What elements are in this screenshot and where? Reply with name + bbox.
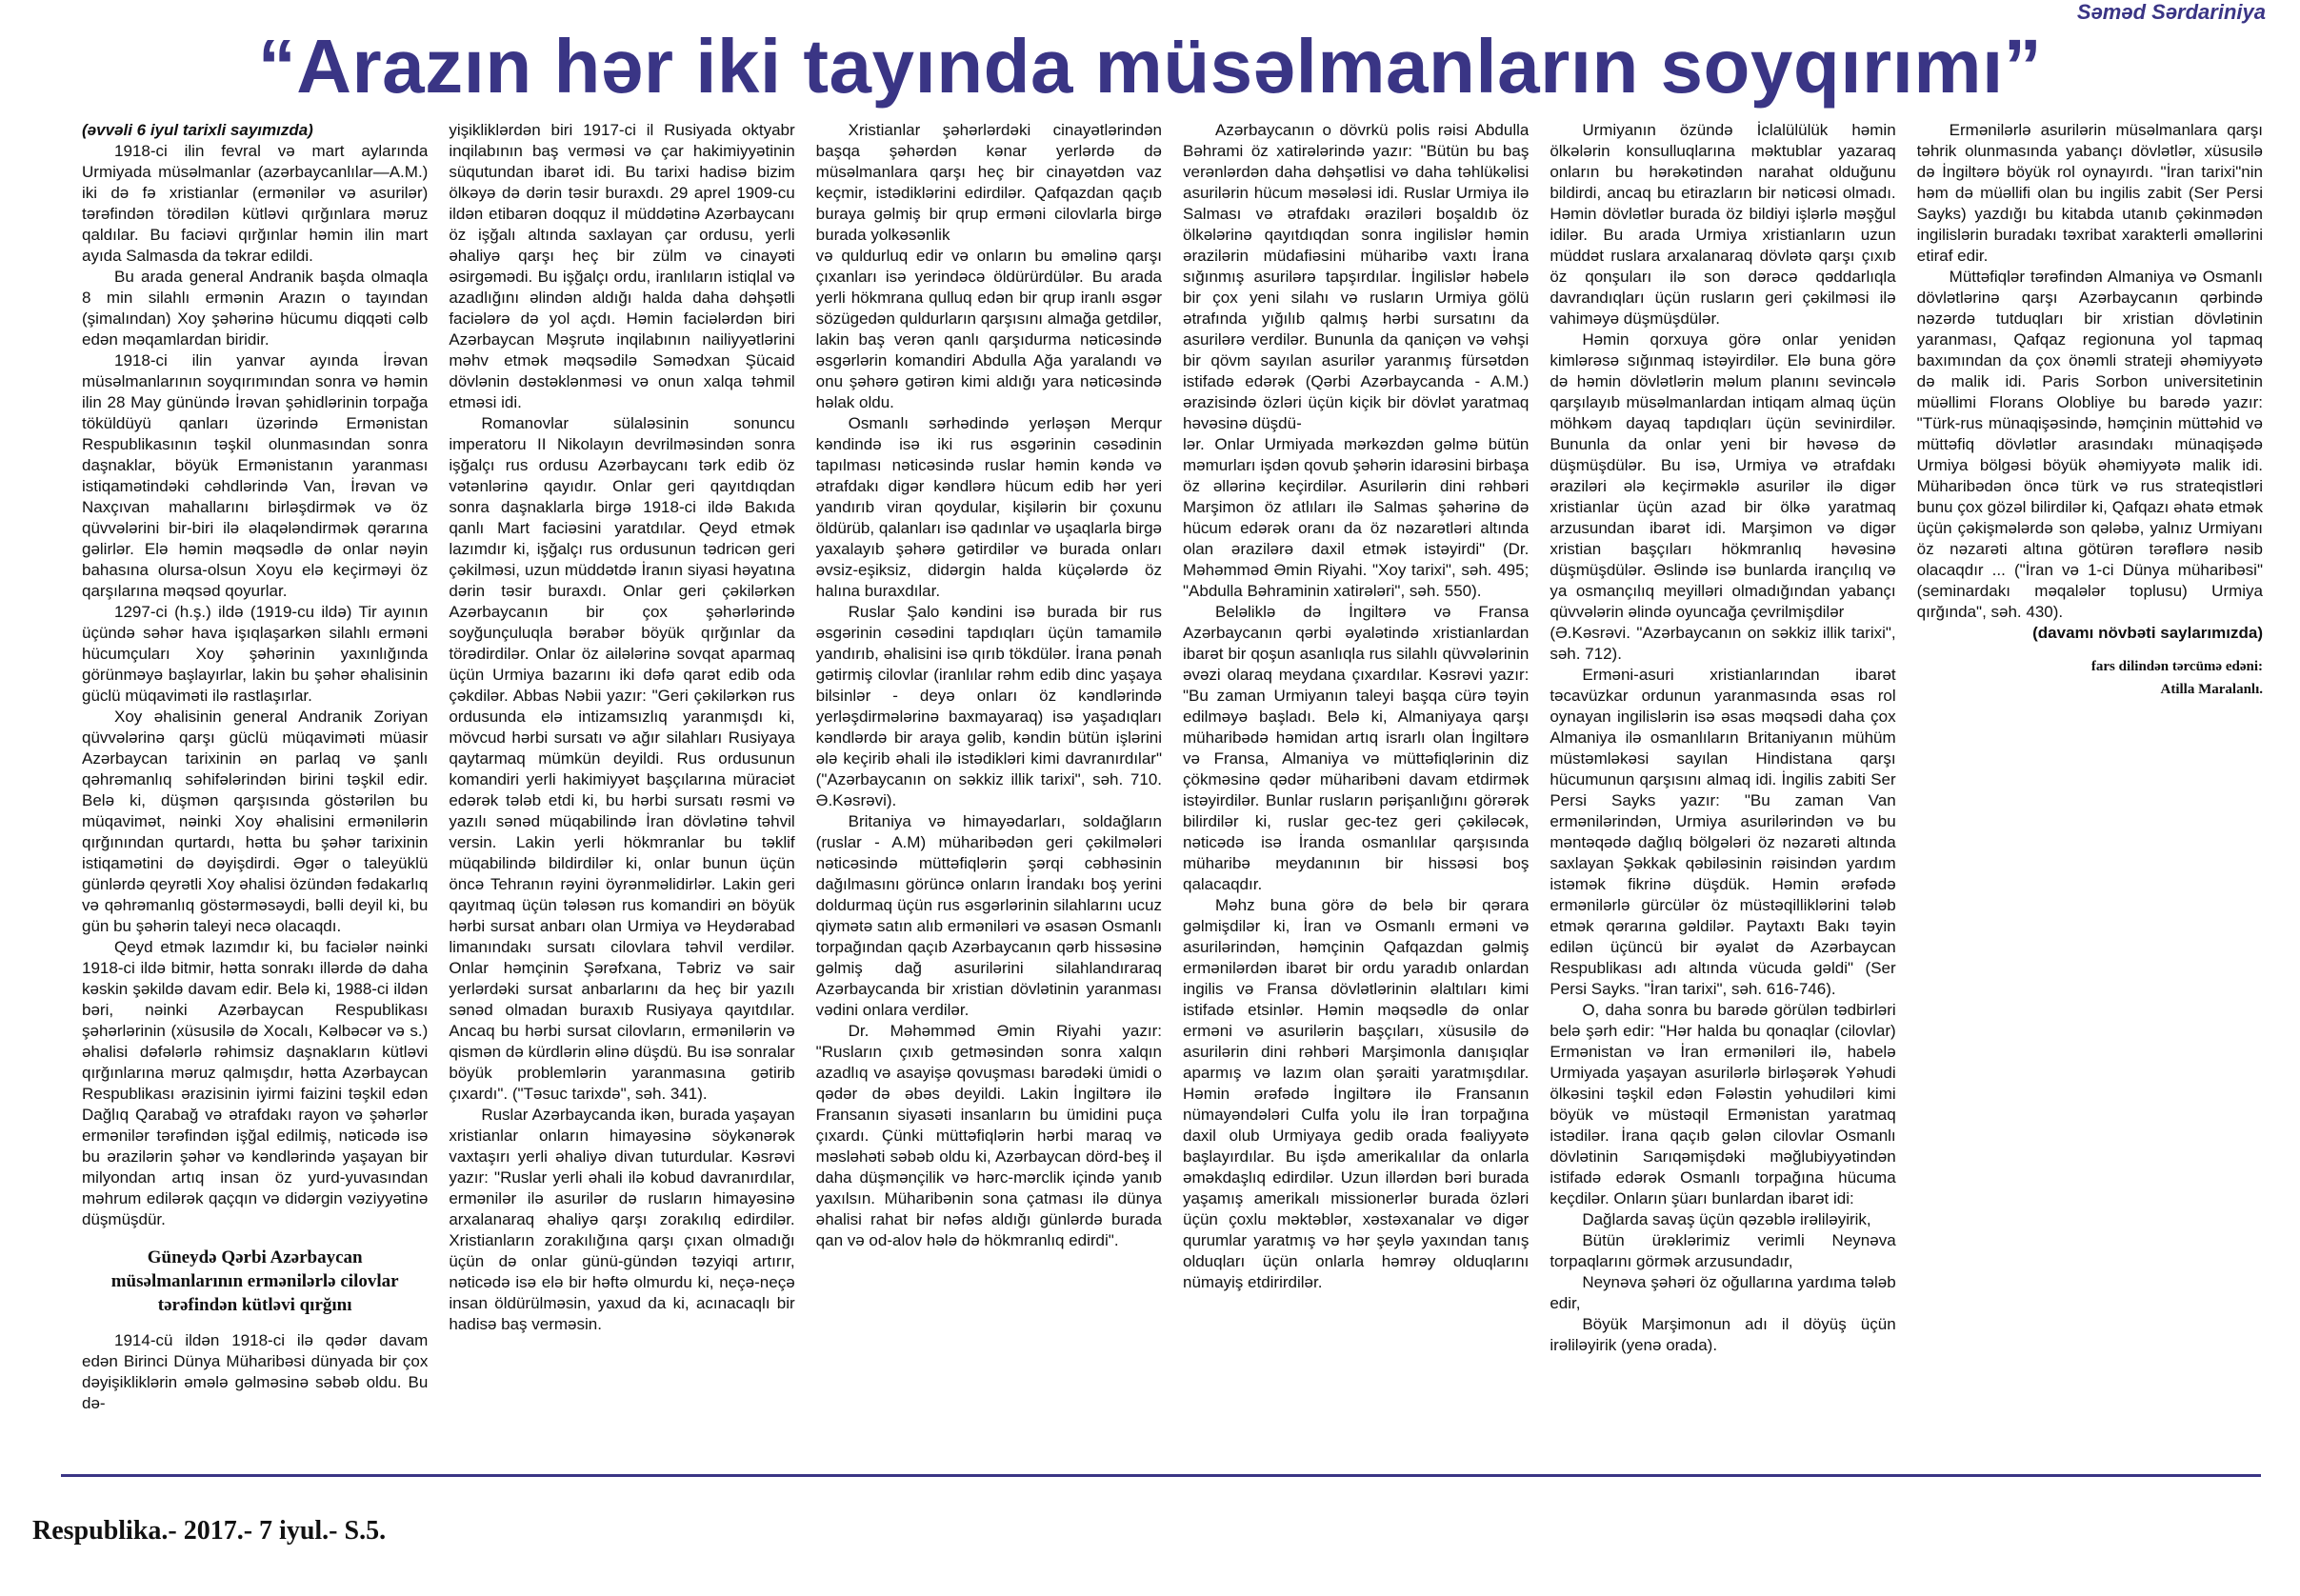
section-subheading: Güneydə Qərbi Azərbaycan müsəlmanlarının ermənilərlə cilovlar tərəfindən kütləvi qırğını [110,1247,399,1315]
verse-line: Bütün ürəklərimiz verimli Neynəva torpaqlarını görmək arzusundadır, [1550,1231,1896,1270]
column-6 [1917,120,2263,1457]
paragraph: (Ə.Kəsrəvi. "Azərbaycanın on səkkiz illik tarixi", səh. 712). [1550,624,1896,663]
paragraph: Dr. Məhəmməd Əmin Riyahi yazır: "Rusların çıxıb getməsindən sonra xalqın azadlıq və asayişə qovuşması barədəki ümidi o qədər də əbəs deyildi. Lakin İngiltərə ilə Fransanın siyasəti insanların bu ümidini puça çıxardı. Çünki müttəfiqlərin hərbi maraq və məsləhəti səbəb oldu ki, Azərbaycan dörd-beş il daha düşmənçilik və hərc-mərclik içində yanıb yaxılsın. Müharibənin sona çatması ilə dünya əhalisi rahat bir nəfəs aldığı günlərdə burada qan və od-alov hələ də hökmranlıq edirdi". [815,1022,1162,1249]
source-citation: Respublika.- 2017.- 7 iyul.- S.5. [32,1516,387,1546]
paragraph: Romanovlar sülaləsinin sonuncu imperatoru II Nikolayın devrilməsindən sonra işğalçı rus ordusu Azərbaycanı tərk edib öz vətənlərinə qayıdır. Onlar geri qayıtdıqdan sonra daşnaklarla birgə 1918-ci ildə Bakıda qanlı Mart faciəsini yaratdılar. Qeyd etmək lazımdır ki, işğalçı rus ordusunun tədricən geri çəkilməsi, uzun müddətdə İranın siyasi həyatına dərin təsir buraxdı. Onlar geri çəkilərkən Azərbaycanın bir çox şəhərlərində soyğunçuluqla bərabər böyük qırğınlar da törədirdilər. Onlar öz ailələrinə sovqat aparmaq üçün Urmiya bazarını iki dəfə qarət edib oda çəkdilər. Abbas Nəbii yazır: "Geri çəkilərkən rus ordusunda elə intizamsızlıq yaranmışdı ki, mövcud hərbi sursatı və ağır silahları Rusiyaya qaytarmaq mümkün deyildi. Rus ordusunun komandiri yerli hakimiyyət başçılarına müraciət edərək tələb etdi ki, bu hərbi sursatı rəsmi və yazılı sənəd müqabilində İran dövlətinə təhvil versin. Lakin yerli hökmranlar bu təklif müqabilində bildirdilər ki, onlar bunun üçün öncə Tehranın rəyini öyrənməlidirlər. Lakin geri qayıtmaq üçün tələsən rus komandiri ən böyük hərbi sursat anbarı olan Urmiya və Heydərabad limanındakı sursatı cilovlara təhvil verdilər. Onlar həmçinin Şərəfxana, Təbriz və sair yerlərdəki sursat anbarlarını da heç bir yazılı sənəd olmadan buraxıb Rusiyaya qayıtdılar. Ancaq bu hərbi sursat cilovların, ermənilərin və qismən də kürdlərin əlinə düşdü. Bu isə sonralar böyük problemlərin yaranmasına gətirib çıxardı". ("Təsuc tarixdə", səh. 341). [449,414,795,1103]
paragraph: Bu arada general Andranik başda olmaqla 8 min silahlı ermənin Arazın o tayından (şimalından) Xoy şəhərinə hücumu diqqəti cəlb edən məqamlardan biridir. [82,268,429,349]
paragraph: Beləliklə də İngiltərə və Fransa Azərbaycanın qərbi əyalətində xristianlardan ibarət bir qoşun asanlıqla rus silahlı qüvvələrinin əvəzi olaraq meydana çıxardılar. Kəsrəvi yazır: "Bu zaman Urmiyanın taleyi başqa cürə təyin edilməyə başladı. Belə ki, Almaniyaya qarşı müharibədə həmidan artıq israrlı olan İngiltərə və Fransa, Almaniya və müttəfiqlərinin diz çökməsinə qədər müharibəni davam etdirmək istəyirdilər. Bunlar rusların pərişanlığını görərək bilirdilər ki, ruslar gec-tez geri çəkiləcək, nəticədə isə İranda osmanlılar qarşısında müharibə meydanının bir hissəsi boş qalacaqdır. [1183,603,1530,893]
paragraph: Ruslar Azərbaycanda ikən, burada yaşayan xristianlar onların himayəsinə söykənərək vaxtaşırı yerli əhaliyə divan tuturdular. Kəsrəvi yazır: "Ruslar yerli əhali ilə kobud davranırdılar, ermənilər ilə asurilər də rusların himayəsinə arxalanaraq əhaliyə qarşı zorakılıq edirdilər. Xristianların zorakılığına qarşı çıxan olmadığı üçün də onlar günü-gündən təzyiqi artırır, nəticədə isə elə bir həftə olmurdu ki, neçə-neçə insan öldürülməsin, yaxud da ki, acınacaqlı bir hadisə baş verməsin. [449,1106,795,1333]
paragraph: O, daha sonra bu barədə görülən tədbirləri belə şərh edir: "Hər halda bu qonaqlar (cilovlar) Ermənistan və İran erməniləri ilə, habelə Urmiyada yaşayan asurilərlə birləşərək Yəhudi ölkəsini təşkil edən Fələstin yəhudiləri kimi böyük və müstəqil Ermənistan yaratmaq istədilər. İrana qaçıb gələn cilovlar Osmanlı dövlətinin Sarıqəmişdəki məğlubiyyətindən istifadə edərək Osmanlı torpağına hücuma keçdilər. Onların şüarı bunlardan ibarət idi: [1550,1001,1896,1207]
article-headline: “Arazın hər iki tayında müsəlmanların soyqırımı” [257,24,2043,109]
paragraph: Müttəfiqlər tərəfindən Almaniya və Osmanlı dövlətlərinə qarşı Azərbaycanın qərbində nəzərdə tutduqları bir xristian dövlətinin yaranması, Qafqaz regionuna yol tapmaq baxımından da çox önəmli strateji əhəmiyyətə də malik idi. Paris Sorbon universitetinin müəllimi Florans Olobliye bu barədə yazır: "Türk-rus münaqişəsində, həmçinin müttəhid və müttəfiq dövlətlər arasındakı münaqişədə Urmiya bölgəsi böyük əhəmiyyətə malik idi. Müharibədən öncə türk və rus strateqistləri bunu çox gözəl bilirdilər ki, Qafqazı əhatə etmək üçün çəkişmələrdə son qələbə, yalnız Urmiyanı öz nəzarəti altına götürən tərəflərə nəsib olacaqdır ... ("İran və 1-ci Dünya müharibəsi" (seminardakı məqalələr toplusu) Urmiya qırğında", səh. 430). [1916,268,2263,621]
translator-label: fars dilindən tərcümə edəni: [2090,659,2263,674]
paragraph: 1918-ci ilin yanvar ayında İrəvan müsəlmanlarının soyqırımından sonra və həmin ilin 28 May günündə İrəvan şəhidlərinin torpağa töküldüyü qanları üzərində Ermənistan Respublikasının təşkil olunmasından sonra daşnaklar, böyük Ermənistanın yaranması istiqamətindəki cəhdlərində Van, İrəvan və Naxçıvan mahallarını birləşdirmək və öz qüvvələrini bir-biri ilə əlaqələndirmək qərarına gəlirlər. Elə həmin məqsədlə də onlar nəyin bahasına olursa-olsun Xoyu elə keçirməyi öz qarşılarına məqsəd qoyurlar. [82,351,429,600]
paragraph: Urmiyanın özündə İclalülülük həmin ölkələrin konsulluqlarına məktublar yazaraq onların bu hərəkətindən narahat olduğunu bildirdi, ancaq bu etirazların bir nəticəsi olmadı. Həmin dövlətlər burada öz bildiyi işlərlə məşğul idilər. Bu arada Urmiya xristianların uzun müddət ruslara arxalanaraq dövlətə qarşı çıxıb öz qonşuları ilə son dərəcə qəddarlıqla davrandıqları üçün rusların geri çəkilməsi ilə vahiməyə düşmüşdülər. [1550,121,1896,328]
paragraph: Məhz buna görə də belə bir qərara gəlmişdilər ki, İran və Osmanlı erməni və asurilərindən, həmçinin Qafqazdan gəlmiş ermənilərdən ibarət bir ordu yaradıb onlardan ingilis və Fransa dövlətlərinin əlaltıları kimi istifadə etsinlər. Həmin məqsədlə də onlar erməni və asurilərin başçıları, xüsusilə də asurilərin dini rəhbəri Marşimonla danışıqlar aparmış və lazım olan şəraiti yaratmışdılar. Həmin ərəfədə İngiltərə ilə Fransanın nümayəndələri Culfa yolu ilə İran torpağına daxil olub Urmiyaya gedib orada fəaliyyətə başlayırdılar. Bu işdə amerikalılar da onlarla əməkdaşlıq edirdilər. Uzun illərdən bəri burada yaşamış amerikalı missionerlər burada özləri üçün çoxlu məktəblər, xəstəxanalar və digər qurumlar yaratmış və hər şeylə yaxından tanış olduqları üçün onlarla həmrəy olduqlarını nümayiş etdirirdilər. [1183,896,1530,1291]
paragraph: Britaniya və himayədarları, soldağların (ruslar - A.M) müharibədən geri çəkilmələri nəticəsində müttəfiqlərin şərqi cəbhəsinin dağılmasını görüncə onların İrandakı boş yerini doldurmaq üçün rus əsgərlərinin silahlarını ucuz qiymətə satın alıb erməniləri və əsasən Osmanlı torpağından qaçıb Azərbaycanın qərb hissəsinə gəlmiş dağ asurilərini silahlandıraraq Azərbaycanda bir xristian dövlətinin yaranması vədini onlara verdilər. [815,812,1162,1019]
paragraph: yişikliklərdən biri 1917-ci il Rusiyada oktyabr inqilabının baş verməsi və çar hakimiyyətinin süqutundan ibarət idi. Bu tarixi hadisə bizim ölkəyə də dərin təsir buraxdı. 29 aprel 1909-cu ildən etibarən doqquz il müddətinə Azərbaycanı öz işğalı altında saxlayan çar ordusu, yerli əhaliyə qarşı heç bir zülm və cinayəti əsirgəmədi. Bu işğalçı ordu, iranlıların istiqlal və azadlığını əlindən aldığı halda daha dəhşətli faciələrə də yol açdı. Həmin faciələrdən biri Azərbaycan Məşrutə inqilabının nailiyyətlərini məhv etmək məqsədilə Səmədxan Şücaid dövlənin dəstəklənməsi və onun xalqa təhmil etməsi idi. [449,121,795,411]
continuation-note: (əvvəli 6 iyul tarixli sayımızda) [82,121,313,139]
column-5 [1550,120,1895,1457]
to-be-continued-note: (davamı növbəti saylarımızda) [2032,624,2263,642]
paragraph: Həmin qorxuya görə onlar yenidən kimlərəsə sığınmaq istəyirdilər. Elə buna görə də həmin dövlətlərin məlum planını sevincələ qarşılayıb müsəlmanlardan intiqam almaq üçün möhkəm dayaq tapdıqları üçün sevinirdilər. Bununla da onlar yeni bir həvəsə də düşmüşdülər. Bu isə, Urmiya və ətrafdakı əraziləri ələ keçirməklə asurilər ilə digər xristianlar üçün azad bir ölkə yaratmaq arzusundan ibarət idi. Marşimon və digər xristian başçıları hökmranlıq həvəsinə düşmüşdülər. Əslində isə bunlarda irançılıq və ya osmançılıq meyilləri olmadığından yabançı qüvvələrin əlində oyuncağa çevrilmişdilər [1550,330,1896,621]
article-body [82,120,2263,1457]
paragraph: Ermənilərlə asurilərin müsəlmanlara qarşı təhrik olunmasında yabançı dövlətlər, xüsusilə də İngiltərə böyük rol oynayırdı. "İran tarixi"nin həm də müəllifi olan bu ingilis zabit (Ser Persi Sayks) yazdığı bu kitabda utanıb çəkinmədən ingilislərin buradakı təxribat xarakterli əməllərini etiraf edir. [1916,121,2263,265]
column-3 [816,120,1162,1457]
paragraph: Azərbaycanın o dövrkü polis rəisi Abdulla Bəhrami öz xatirələrində yazır: "Bütün bu baş verənlərdən daha dəhşətlisi və daha təhlükəlisi asurilərin hücum məsələsi idi. Ruslar Urmiya ilə Salması və ətrafdakı əraziləri boşaldıb öz ölkələrinə qayıtdıqdan sonra ingilislər həmin ərazilərin müdafiəsini müharibə vaxtı İrana sığınmış asurilərə tapşırdılar. İngilislər həbelə bir çox yeni silahı və rusların Urmiya gölü ətrafında yığılıb qalmış hərbi sursatını da asurilərə verdilər. Bununla da qaniçən və vəhşi bir qövm sayılan asurilər yaranmış fürsətdən istifadə edərək (Qərbi Azərbaycanda - A.M.) ərazisində özləri üçün kiçik bir dövlət yaratmaq həvəsinə düşdü- [1183,121,1530,432]
paragraph: 1918-ci ilin fevral və mart aylarında Urmiyada müsəlmanlar (azərbaycanlılar—A.M.) iki də fə xristianlar (ermənilər və asurilər) tərəfindən törədilən kütləvi qırğınlara məruz qaldılar. Bu faciəvi qırğınlar həmin ilin mart ayıda Salmasda da təkrar edildi. [82,142,429,265]
paragraph: və quldurluq edir və onların bu əməlinə qarşı çıxanları isə yerindəcə öldürürdülər. Bu arada yerli hökmrana qulluq edən bir qrup iranlı əsgər sözügedən quldurların qarşısını almağa getdilər, lakin baş verən qanlı qarşıdurma nəticəsində əsgərlərin komandiri Abdulla Ağa yaralandı və onu şəhərə gətirən kimi aldığı yara nəticəsində həlak oldu. [815,247,1162,411]
column-1 [82,120,428,1457]
verse-line: Dağlarda savaş üçün qəzəblə irəliləyirik, [1582,1210,1871,1228]
paragraph: Xristianlar şəhərlərdəki cinayətlərindən başqa şəhərdən kənar yerlərdə də müsəlmanlara qarşı heç bir cinayətdən vaz keçmir, istədiklərini edirdilər. Qafqazdan qaçıb buraya gəlmiş bir qrup erməni cilovlarla birgə burada yolkəsənlik [815,121,1162,244]
verse-line: Neynəva şəhəri öz oğullarına yardıma tələb edir, [1550,1273,1896,1312]
column-2 [449,120,794,1457]
verse-line: Böyük Marşimonun adı il döyüş üçün irəliləyirik (yenə orada). [1550,1315,1896,1354]
paragraph: Xoy əhalisinin general Andranik Zoriyan qüvvələrinə qarşı güclü müqaviməti müasir Azərbaycan tarixinin ən parlaq və şanlı qəhrəmanlıq səhifələrindən birini təşkil edir. Belə ki, düşmən qarşısında göstərilən bu müqavimət, nəinki Xoy əhalisini ermənilərin qırğınından qurtardı, hətta bu şəhər tarixinin istiqamətini də dəyişdirdi. Əgər o taleyüklü günlərdə qeyrətli Xoy əhalisi özündən fədakarlıq və qəhrəmanlıq göstərməsəydi, bəlli deyil ki, bu gün bu şəhərin taleyi necə olacaqdı. [82,708,429,935]
paragraph: Qeyd etmək lazımdır ki, bu faciələr nəinki 1918-ci ildə bitmir, hətta sonrakı illərdə də daha kəskin şəkildə davam edir. Belə ki, 1988-ci ildən bəri, nəinki Azərbaycan Respublikası şəhərlərinin (xüsusilə də Xocalı, Kəlbəcər və s.) əhalisi dəfələrlə rəhimsiz daşnakların kütləvi qırğınlarına məruz qalmışdır, hətta Azərbaycan Respublikası ərazisinin iyirmi faizini təşkil edən Dağlıq Qarabağ və ətrafdakı rayon və şəhərlər ermənilər tərəfindən işğal edilmiş, nəticədə isə bu ərazilərin şəhər və kəndlərində yaşayan bir milyondan artıq insan öz yurd-yuvasından məhrum edilərək qaçqın və didərgin vəziyyətinə düşmüşdür. [82,938,429,1228]
paragraph: 1914-cü ildən 1918-ci ilə qədər davam edən Birinci Dünya Müharibəsi dünyada bir çox dəyişikliklərin əmələ gəlməsinə səbəb oldu. Bu də- [82,1331,429,1412]
paragraph: Ruslar Şalo kəndini isə burada bir rus əsgərinin cəsədini tapdıqları üçün tamamilə yandırıb, əhalisini isə qırıb tökdülər. İrana pənah gətirmiş cilovlar (iranlılar rəhm edib dinc yaşaya bilsinlər - deyə onları öz kəndlərində yerləşdirmələrinə baxmayaraq) isə yaşadıqları kəndlərdə bir araya gəlib, kəndin bütün işlərini ələ keçirib əhali ilə istədikləri kimi davranırdılar" ("Azərbaycanın on səkkiz illik tarixi", səh. 710. Ə.Kəsrəvi). [815,603,1162,809]
footer-rule [61,1474,2261,1477]
paragraph: lər. Onlar Urmiyada mərkəzdən gəlmə bütün məmurları işdən qovub şəhərin idarəsini birbaşa öz əllərinə keçirdilər. Asurilərin dini rəhbəri Marşimon öz atlıları ilə Salmas şəhərinə də hücum edərək oranı da öz nəzarətləri altında olan ərazilərə daxil etmək istəyirdi" (Dr. Məhəmməd Əmin Riyahi. "Xoy tarixi", səh. 495; "Abdulla Bəhraminin xatirələri", səh. 550). [1183,435,1530,600]
paragraph: Osmanlı sərhədində yerləşən Merqur kəndində isə iki rus əsgərinin cəsədinin tapılması nəticəsində ruslar həmin kəndə və ətrafdakı digər kəndlərə hücum edib hər yeri yandırıb viran qoydular, kişilərin bir çoxunu öldürüb, qalanları isə qadınlar və uşaqlarla birgə yaxalayıb şəhərə gətirdilər və burada onları əvsiz-eşiksiz, didərgin halda küçələrdə öz halına buraxdılar. [815,414,1162,600]
column-4 [1183,120,1529,1457]
translator-name: Atilla Maralanlı. [2160,682,2263,697]
paragraph: Erməni-asuri xristianlarından ibarət təcavüzkar ordunun yaranmasında əsas rol oynayan ingilislərin isə əsas məqsədi daha çox Almaniya ilə osmanlıların Britaniyanın mühüm müstəmləkəsi sayılan Hindistana qarşı hücumunun qarşısını almaq idi. İngilis zabiti Ser Persi Sayks yazır: "Bu zaman Van ermənilərindən, Urmiya asurilərindən və bu məntəqədə dağlıq bölgələri öz nəzarəti altında saxlayan Şəkkak qəbiləsinin rəisindən yardım istəmək fikrinə düşdük. Həmin ərəfədə ermənilərlə gürcülər öz müstəqilliklərini tələb etmək qərarına gəldilər. Paytaxtı Bakı təyin edilən üçüncü bir əyalət də Azərbaycan Respublikası adı altında vücuda gəldi" (Ser Persi Sayks. "İran tarixi", səh. 616-746). [1550,666,1896,998]
author-byline: Səməd Sərdariniya [2076,0,2266,24]
paragraph: 1297-ci (h.ş.) ildə (1919-cu ildə) Tir ayının üçündə səhər hava işıqlaşarkən silahlı erməni hücumçuları Xoy şəhərinin yaxınlığında görünməyə başlayırlar, lakin bu şəhər əhalisinin güclü müqaviməti ilə rastlaşırlar. [82,603,429,705]
